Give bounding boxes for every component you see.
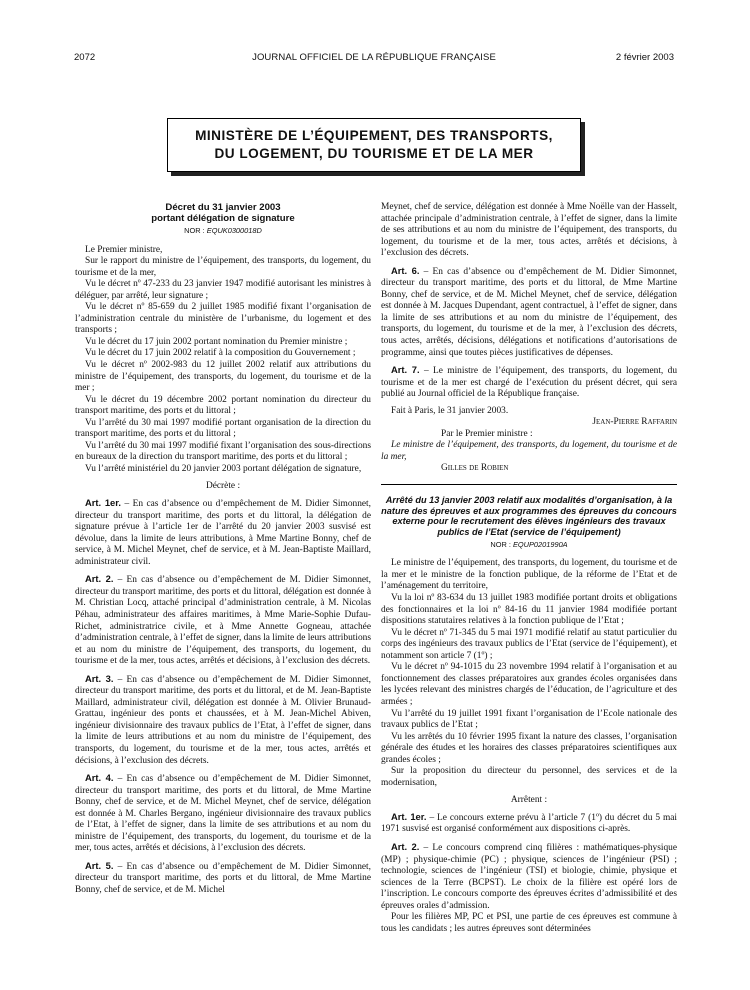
- article-text: – En cas d’absence ou d’empêchement de M. Didier Simonnet, directeur du transport maritime, des ports et du littoral, et de M. Jean-Baptiste Maillard, administrateur civil, délégation est donnée à M. Olivier Brunaud-Grattau, ingénieur des ponts et chaussées, et à M. Jean-Michel Abiven, ingénieur divisionnaire des travaux publics de l’Etat, à l’effet de signer, dans la limite de leurs attributions et au nom du ministre de l’équipement, des transports, du logement, du tourisme et de la mer, tous actes, arrêtés et décisions, à l’exclusion des décrets.: [75, 674, 371, 766]
- paragraph: Pour les filières MP, PC et PSI, une partie de ces épreuves est commune à tous les candidats ; les autres épreuves sont déterminées: [381, 912, 677, 934]
- ministry-heading-line1: MINISTÈRE DE L’ÉQUIPEMENT, DES TRANSPORTS,: [195, 128, 553, 143]
- article-label: Art. 4.: [85, 772, 114, 784]
- article-label: Art. 1er.: [85, 497, 122, 509]
- ministry-heading-line2: DU LOGEMENT, DU TOURISME ET DE LA MER: [214, 146, 534, 161]
- article-text: – En cas d’absence ou d’empêchement de M. Didier Simonnet, directeur du transport maritime, des ports et du littoral, de Mme Martine Bonny, chef de service, et de M. Michel: [75, 861, 371, 895]
- minister-role: Le ministre de l’équipement, des transports, du logement, du tourisme et de la mer,: [381, 440, 677, 462]
- journal-title: JOURNAL OFFICIEL DE LA RÉPUBLIQUE FRANÇAISE: [252, 52, 496, 63]
- article-text: – Le ministre de l’équipement, des transports, du logement, du tourisme et de la mer est chargé de l’exécution du présent décret, qui sera publié au Journal officiel de la République française.: [381, 366, 678, 400]
- paragraph: Vu la loi nº 83-634 du 13 juillet 1983 modifiée portant droits et obligations des fonctionnaires et la loi nº 84-16 du 11 janvier 1984 modifiée portant dispositions statutaires relatives à la fonction publique de l’Etat ;: [381, 593, 677, 627]
- article-text: – En cas d’absence ou d’empêchement de M. Didier Simonnet, directeur du transport maritime, des ports et du littoral, la délégation de signature prévue à l’article 1er de l’arrêté du 20 janvier 2003 susvisé est dévolue, dans la limite de leurs attributions, à Mme Martine Bonny, chef de service, à M. Michel Meynet, chef de service, et à M. Jean-Baptiste Maillard, administrateur civil.: [75, 499, 371, 567]
- fait-line: Fait à Paris, le 31 janvier 2003.: [391, 405, 509, 416]
- nor-code: EQUK0300018D: [206, 226, 262, 235]
- paragraph: Vu le décret du 19 décembre 2002 portant nomination du directeur du transport maritime, des ports et du littoral ;: [75, 394, 371, 417]
- paragraph: Vu le décret nº 71-345 du 5 mai 1971 modifié relatif au statut particulier du corps des ingénieurs des travaux publics de l’Etat (service de l’équipement), et notamment son article 7 (1º) ;: [381, 627, 677, 661]
- article-label: Art. 2.: [391, 840, 420, 852]
- article-text: – Le concours comprend cinq filières : mathématiques-physique (MP) ; physique-chimie (PC) ; physique, sciences de l’ingénieur (PSI) ; technologie, sciences de l’ingénieur (TSI) et biologie, chimie, physique et sciences de la Terre (BCPST). Le choix de la filière est opéré lors de l’inscription. Le concours comporte des épreuves écrites d’admissibilité et des épreuves orales d’admission.: [381, 842, 678, 911]
- left-column: [75, 202, 371, 897]
- nor-label: NOR :: [490, 539, 511, 549]
- section-divider: [381, 484, 677, 485]
- arrete-title: Arrêté du 13 janvier 2003 relatif aux modalités d’organisation, à la nature des épreuves et aux programmes des épreuves du concours externe pour le recrutement des élèves ingénieurs des travaux publics de l’Etat (service de l’équipement): [381, 495, 677, 538]
- paragraph: Vu l’arrêté ministériel du 20 janvier 2003 portant délégation de signature,: [85, 463, 362, 474]
- article-label: Art. 3.: [85, 672, 114, 684]
- decret-title-line2: portant délégation de signature: [151, 213, 295, 224]
- par-premier-ministre: Par le Premier ministre :: [441, 428, 533, 439]
- paragraph: Vu le décret du 17 juin 2002 portant nomination du Premier ministre ;: [85, 336, 348, 347]
- article-4: [75, 772, 371, 855]
- paragraph: Vu l’arrêté du 19 juillet 1991 fixant l’organisation de l’Ecole nationale des travaux publics de l’Etat ;: [381, 708, 677, 731]
- paragraph: Vu le décret nº 47-233 du 23 janvier 1947 modifié autorisant les ministres à déléguer, par arrêté, leur signature ;: [75, 279, 371, 301]
- decret-title: [75, 202, 371, 224]
- paragraph: Vu le décret nº 94-1015 du 23 novembre 1994 relatif à l’organisation et au fonctionnement des classes préparatoires aux grandes écoles organisées dans les lycées relevant des ministres chargés de l’éducation, de l’agriculture et des armées ;: [381, 662, 677, 707]
- minister-name: Gilles de Robien: [441, 463, 509, 474]
- article-label: Art. 2.: [85, 573, 114, 585]
- article-text: – En cas d’absence ou d’empêchement de M. Didier Simonnet, directeur du transport maritime, des ports et du littoral, de Mme Martine Bonny, chef de service, et de M. Michel Meynet, chef de service, délégation est donnée à M. Charles Bergano, ingénieur divisionnaire des travaux publics de l’Etat, à l’effet de signer, dans la limite de ses attributions et au nom du ministre de l’équipement, des transports, du logement, du tourisme et de la mer, tous actes, arrêtés et décisions, à l’exclusion des décrets.: [75, 774, 371, 854]
- article-label: Art. 5.: [85, 859, 114, 871]
- article-2: [381, 841, 677, 912]
- article-3: [75, 673, 371, 767]
- paragraph: Le ministre de l’équipement, des transports, du logement, du tourisme et de la mer et le ministre de la fonction publique, de la réforme de l’Etat et de l’aménagement du territoire,: [381, 558, 677, 592]
- article-6: [381, 265, 677, 359]
- arrete-nor: [381, 539, 677, 551]
- article-7: [381, 364, 677, 401]
- decret-title-line1: Décret du 31 janvier 2003: [165, 202, 281, 213]
- paragraph: Vu le décret nº 2002-983 du 12 juillet 2002 relatif aux attributions du ministre de l’équipement, des transports, du logement, du tourisme et de la mer ;: [75, 360, 371, 394]
- paragraph: Vu le décret nº 85-659 du 2 juillet 1985 modifié fixant l’organisation de l’administration centrale du ministère de l’urbanisme, du logement et des transports ;: [75, 302, 371, 336]
- article-2: [75, 573, 371, 667]
- paragraph: Sur la proposition du directeur du personnel, des services et de la modernisation,: [381, 766, 677, 788]
- article-5-continued: Meynet, chef de service, délégation est donnée à Mme Noëlle van der Hasselt, attachée principale d’administration centrale, à l’effet de signer, dans la limite de ses attributions et au nom du ministre de l’équipement, des transports, du logement, du tourisme et de la mer, tous actes, arrêtés et décisions, à l’exclusion des décrets.: [381, 202, 677, 259]
- arretent-label: Arrêtent :: [510, 795, 548, 806]
- paragraph: Vu l’arrêté du 30 mai 1997 modifié fixant l’organisation des sous-directions en bureaux de la direction du transport maritime, des ports et du littoral ;: [75, 440, 371, 463]
- article-text: – En cas d’absence ou d’empêchement de M. Didier Simonnet, directeur du transport maritime, des ports et du littoral, délégation est donnée à M. Christian Locq, attaché principal d’administration centrale, à M. Nicolas Péhau, administrateur des affaires maritimes, à Mme Marie-Sophie Dufau-Richet, administratrice civile, et à Mme Annette Gogneau, attachée d’administration centrale, à l’effet de signer, dans la limite de leurs attributions et au nom du ministre de l’équipement, des transports, du logement, du tourisme et de la mer, tous actes, arrêtés et décisions, à l’exclusion des décrets.: [75, 575, 371, 667]
- article-text: – Le concours externe prévu à l’article 7 (1º) du décret du 5 mai 1971 susvisé est organisé conformément aux dispositions ci-après.: [381, 812, 678, 835]
- page-number: 2072: [74, 52, 96, 63]
- article-text: – En cas d’absence ou d’empêchement de M. Didier Simonnet, directeur du transport maritime, des ports et du littoral, de Mme Martine Bonny, chef de service, et de M. Michel Meynet, chef de service, délégation est donnée à M. Jacques Dupendant, agent contractuel, à l’effet de signer, dans la limite de ses attributions et au nom du ministre de l’équipement, des transports, du logement, du tourisme et de la mer, à l’exclusion des décrets, tous actes, arrêtés, décisions, délégations et notifications d’autorisations de programme, ainsi que toutes pièces justificatives de dépenses.: [381, 266, 677, 358]
- page-header: [74, 52, 674, 66]
- paragraph: Vu les arrêtés du 10 février 1995 fixant la nature des classes, l’organisation générale des études et les horaires des classes préparatoires scientifiques aux grandes écoles ;: [381, 731, 677, 765]
- article-label: Art. 6.: [391, 264, 420, 276]
- paragraph: Vu le décret du 17 juin 2002 relatif à la composition du Gouvernement ;: [85, 348, 356, 359]
- article-1: [75, 497, 371, 568]
- article-label: Art. 1er.: [391, 810, 427, 822]
- right-column: [381, 202, 677, 935]
- signatory-name: Jean-Pierre Raffarin: [592, 417, 677, 428]
- decrete-label: Décrète :: [205, 481, 241, 492]
- nor-label: NOR :: [184, 226, 205, 235]
- article-1: [381, 811, 677, 836]
- nor-code: EQUP0201990A: [512, 539, 568, 549]
- article-label: Art. 7.: [391, 364, 420, 376]
- paragraph: Vu l’arrêté du 30 mai 1997 modifié portant organisation de la direction du transport maritime, des ports et du littoral ;: [75, 417, 371, 440]
- decret-nor: [75, 225, 371, 237]
- paragraph: Le Premier ministre,: [85, 244, 163, 255]
- article-5: [75, 860, 371, 897]
- paragraph: Sur le rapport du ministre de l’équipement, des transports, du logement, du tourisme et de la mer,: [75, 256, 371, 278]
- issue-date: 2 février 2003: [615, 52, 674, 63]
- ministry-heading-box: [167, 118, 581, 172]
